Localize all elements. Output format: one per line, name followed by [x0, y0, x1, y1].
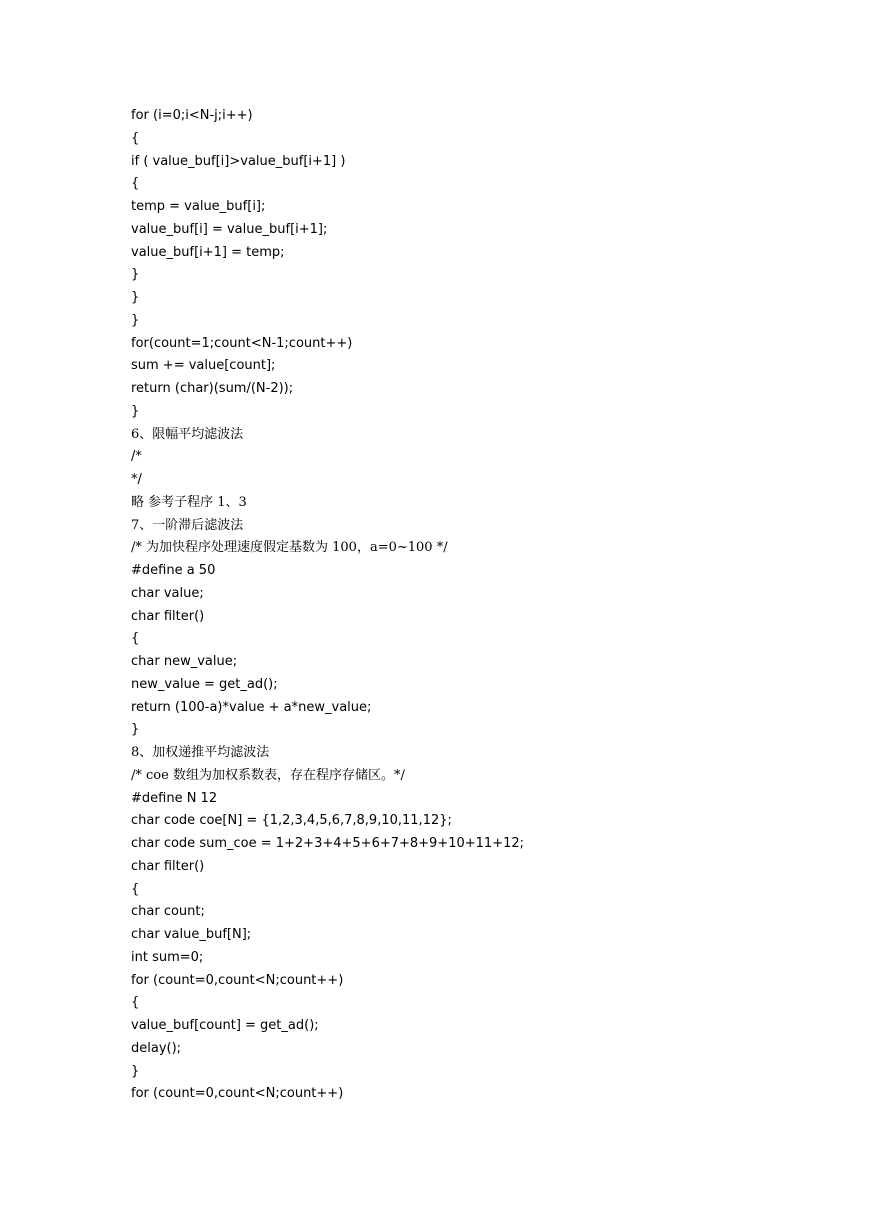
code-line: {: [131, 631, 140, 647]
code-line: {: [131, 130, 140, 146]
code-line: char filter(): [131, 858, 205, 874]
code-comment: /* 为加快程序处理速度假定基数为 100，a=0~100 */: [131, 540, 448, 556]
code-line: }: [131, 312, 140, 328]
code-line: {: [131, 176, 140, 192]
code-line: for (i=0;i<N-j;i++): [131, 108, 253, 123]
code-line: }: [131, 267, 140, 283]
section-heading: 6、限幅平均滤波法: [131, 426, 244, 442]
code-comment: /* coe 数组为加权系数表，存在程序存储区。*/: [131, 767, 405, 783]
code-line: for(count=1;count<N-1;count++): [131, 335, 353, 351]
note-line: 略 参考子程序 1、3: [131, 494, 247, 510]
code-line: char code coe[N] = {1,2,3,4,5,6,7,8,9,10,11,12};: [131, 813, 452, 829]
code-line: return (100-a)*value + a*new_value;: [131, 699, 372, 715]
code-line: for (count=0,count<N;count++): [131, 1086, 344, 1102]
section-heading: 7、一阶滞后滤波法: [131, 517, 244, 533]
code-line: return (char)(sum/(N-2));: [131, 381, 294, 396]
code-line: char value;: [131, 585, 204, 601]
code-line: temp = value_buf[i];: [131, 199, 266, 214]
code-line: {: [131, 995, 140, 1011]
code-line: delay();: [131, 1040, 182, 1056]
code-line: char value_buf[N];: [131, 927, 252, 942]
code-line: value_buf[i] = value_buf[i+1];: [131, 221, 328, 237]
code-line: #define a 50: [131, 563, 216, 578]
code-line: }: [131, 722, 140, 738]
code-line: }: [131, 1063, 140, 1079]
code-line: }: [131, 403, 140, 419]
code-line: value_buf[i+1] = temp;: [131, 244, 285, 260]
code-line: new_value = get_ad();: [131, 676, 278, 692]
code-line: char code sum_coe = 1+2+3+4+5+6+7+8+9+10+11+12;: [131, 836, 525, 851]
code-line: char new_value;: [131, 654, 238, 669]
code-line: /*: [131, 449, 142, 465]
code-line: */: [131, 472, 142, 487]
code-line: if ( value_buf[i]>value_buf[i+1] ): [131, 153, 346, 169]
code-line: {: [131, 881, 140, 897]
code-line: #define N 12: [131, 790, 218, 806]
code-listing: [131, 105, 831, 1106]
code-line: value_buf[count] = get_ad();: [131, 1018, 319, 1033]
code-line: int sum=0;: [131, 949, 204, 965]
code-line: }: [131, 290, 140, 305]
code-line: char filter(): [131, 608, 205, 624]
code-line: for (count=0,count<N;count++): [131, 972, 344, 988]
code-line: sum += value[count];: [131, 358, 276, 374]
section-heading: 8、加权递推平均滤波法: [131, 745, 270, 760]
code-line: char count;: [131, 904, 205, 920]
